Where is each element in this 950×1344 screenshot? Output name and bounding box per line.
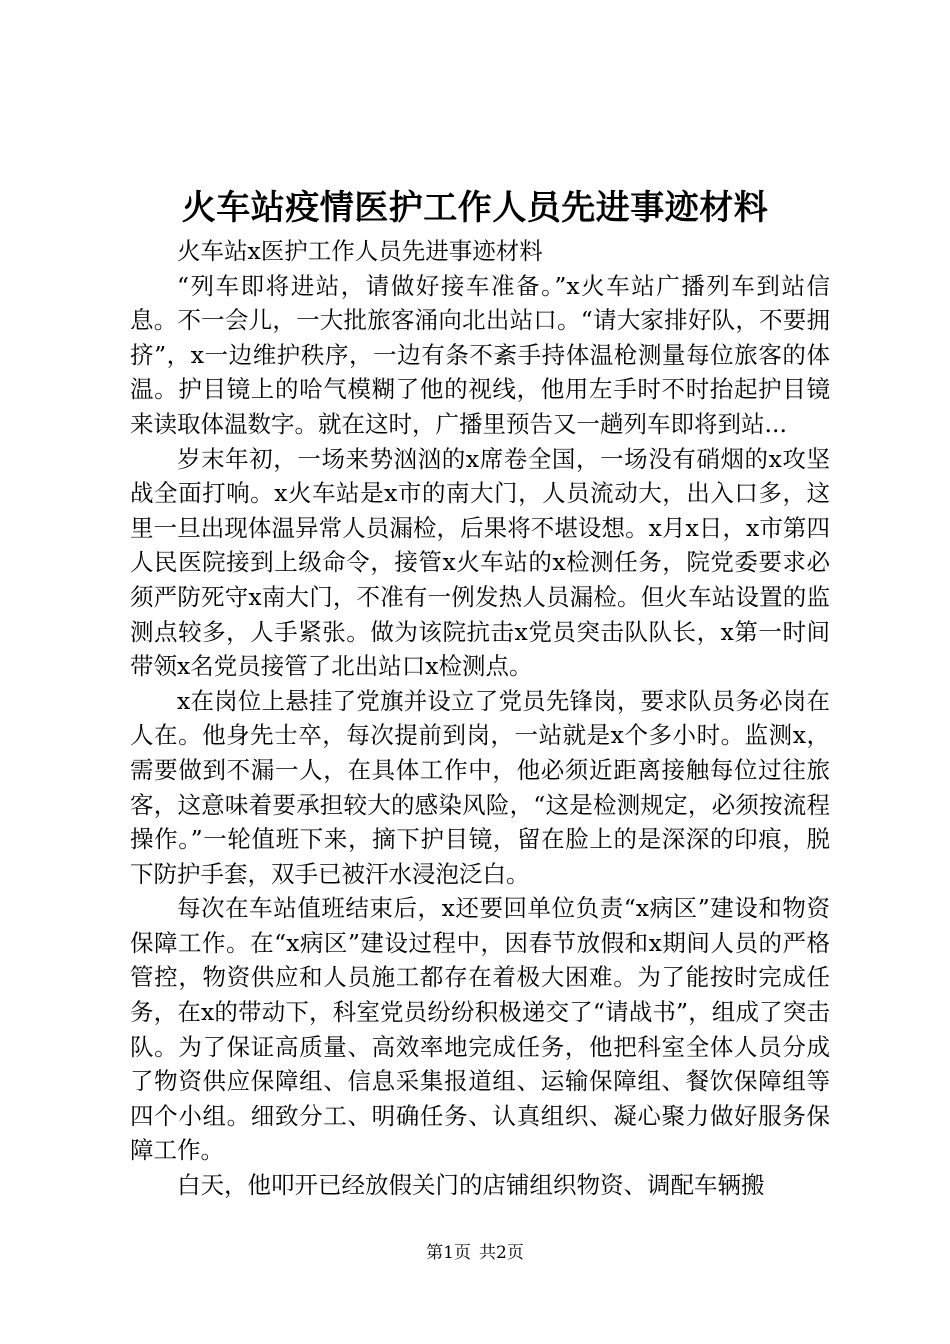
paragraph: x在岗位上悬挂了党旗并设立了党员先锋岗，要求队员务必岗在人在。他身先士卒，每次提前到岗，一站就是x个多小时。监测x，需要做到不漏一人，在具体工作中，他必须近距离接触每位过往旅客，这意味着要承担较大的感染风险，“这是检测规定，必须按流程操作。”一轮值班下来，摘下护目镜，留在脸上的是深深的印痕，脱下防护手套，双手已被汗水浸泡泛白。 [130,686,830,888]
page-footer [0,1241,950,1265]
paragraph: “列车即将进站，请做好接车准备。”x火车站广播列车到站信息。不一会儿，一大批旅客涌向北出站口。“请大家排好队，不要拥挤”，x一边维护秩序，一边有条不紊手持体温枪测量每位旅客的体温。护目镜上的哈气模糊了他的视线，他用左手时不时抬起护目镜来读取体温数字。就在这时，广播里预告又一趟列车即将到站... [130,271,830,438]
paragraph: 每次在车站值班结束后，x还要回单位负责“x病区”建设和物资保障工作。在“x病区”建设过程中，因春节放假和x期间人员的严格管控，物资供应和人员施工都存在着极大困难。为了能按时完成任务，在x的带动下，科室党员纷纷积极递交了“请战书”，组成了突击队。为了保证高质量、高效率地完成任务，他把科室全体人员分成了物资供应保障组、信息采集报道组、运输保障组、餐饮保障组等四个小组。细致分工、明确任务、认真组织、凝心聚力做好服务保障工作。 [130,894,830,1165]
page-total: 共2页 [479,1243,524,1263]
page-number: 第1页 [426,1243,471,1263]
document-subtitle: 火车站x医护工作人员先进事迹材料 [177,237,543,265]
paragraph: 白天，他叩开已经放假关门的店铺组织物资、调配车辆搬 [177,1171,765,1200]
paragraph: 岁末年初，一场来势汹汹的x席卷全国，一场没有硝烟的x攻坚战全面打响。x火车站是x市的南大门，人员流动大，出入口多，这里一旦出现体温异常人员漏检，后果将不堪设想。x月x日，x市第四人民医院接到上级命令，接管x火车站的x检测任务，院党委要求必须严防死守x南大门，不准有一例发热人员漏检。但火车站设置的监测点较多，人手紧张。做为该院抗击x党员突击队队长，x第一时间带领x名党员接管了北出站口x检测点。 [130,444,830,681]
document-body [130,234,830,1203]
document-title: 火车站疫情医护工作人员先进事迹材料 [181,188,769,228]
